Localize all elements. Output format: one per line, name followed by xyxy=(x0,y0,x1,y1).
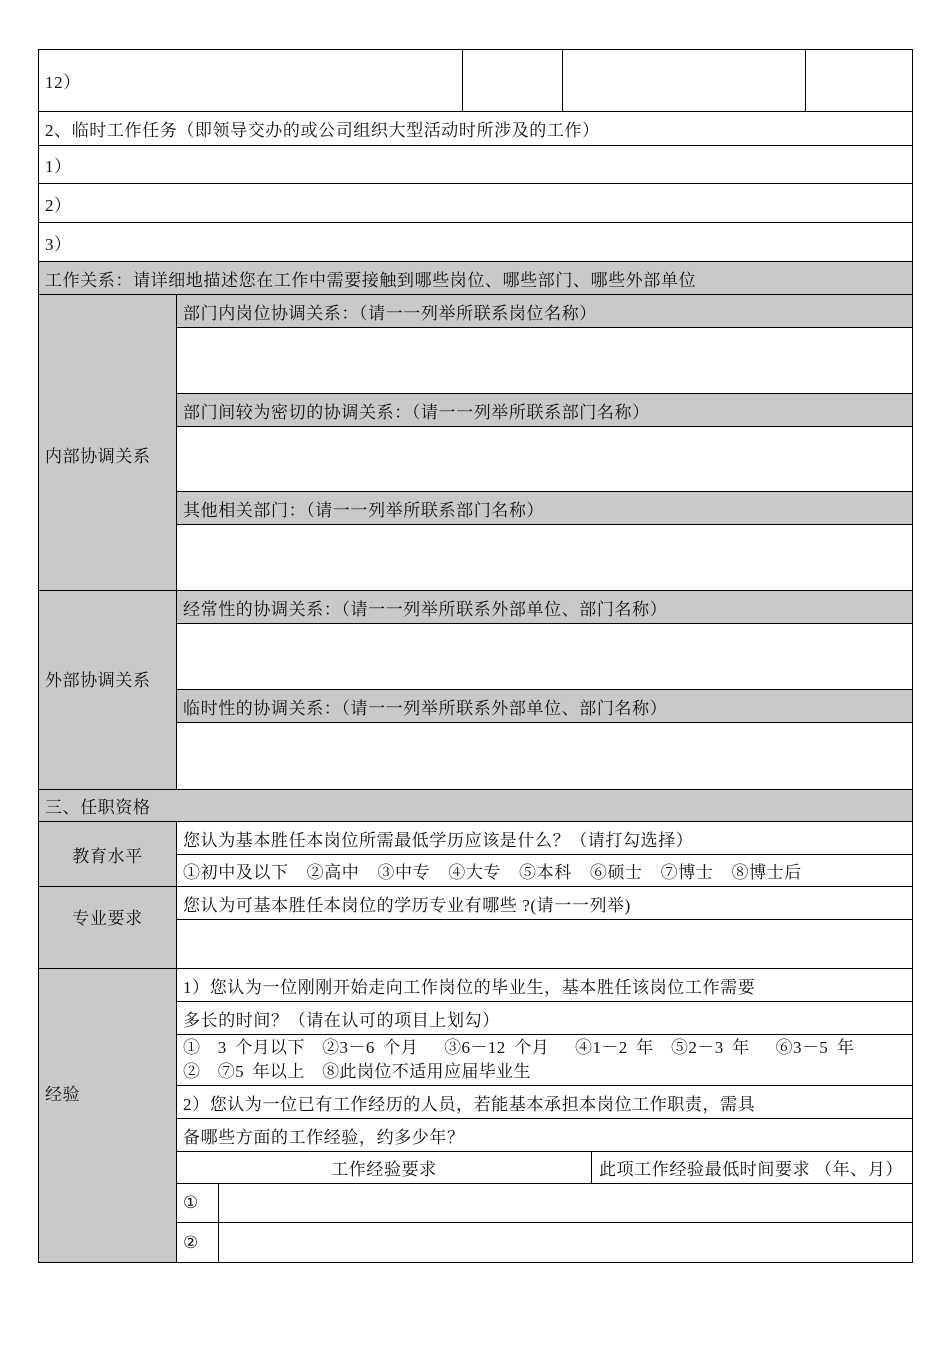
education-option: ⑤本科 xyxy=(519,863,572,882)
task-item-number: 12） xyxy=(45,73,81,92)
education-question-cell xyxy=(176,821,913,855)
education-option: ②高中 xyxy=(306,863,360,882)
experience-q1-options-line: ① 3 个月以下 ②3－6 个月 ③6－12 个月 ④1－2 年 ⑤2－3 年 ⑥3－5 年 xyxy=(183,1038,855,1057)
temp-task-number: 2） xyxy=(45,195,72,215)
experience-row-answer xyxy=(218,1183,913,1223)
experience-min-time-header xyxy=(591,1151,913,1184)
major-label: 专业要求 xyxy=(72,909,143,928)
qualifications-title: 三、任职资格 xyxy=(45,798,151,817)
experience-q1-options-cell xyxy=(176,1034,913,1086)
internal-section-title: 其他相关部门：（请一一列举所联系部门名称） xyxy=(183,500,545,520)
internal-section-answer xyxy=(176,524,913,591)
experience-row-number: ① xyxy=(183,1193,199,1212)
internal-section-title: 部门内岗位协调关系：（请一一列举所联系岗位名称） xyxy=(183,303,597,323)
experience-q1-line1-cell xyxy=(176,968,913,1002)
experience-requirement-header-text: 工作经验要求 xyxy=(331,1160,437,1179)
external-section-header xyxy=(176,689,913,723)
external-section-header xyxy=(176,590,913,624)
education-option: ④大专 xyxy=(448,863,502,882)
internal-section-title: 部门间较为密切的协调关系：（请一一列举所联系部门名称） xyxy=(183,402,650,422)
internal-coordination-label-cell xyxy=(38,294,177,591)
education-label: 教育水平 xyxy=(72,846,143,866)
temp-tasks-title: 2、临时工作任务（即领导交办的或公司组织大型活动时所涉及的工作） xyxy=(45,121,600,140)
experience-row-answer xyxy=(218,1222,913,1263)
experience-q1-options-line: ② ⑦5 年以上 ⑧此岗位不适用应届毕业生 xyxy=(183,1062,531,1081)
internal-section-header xyxy=(176,294,913,328)
experience-requirement-header xyxy=(176,1151,592,1184)
work-relations-title: 工作关系：请详细地描述您在工作中需要接触到哪些岗位、哪些部门、哪些外部单位 xyxy=(45,270,697,290)
task-item-12-column-2 xyxy=(462,49,563,112)
experience-label: 经验 xyxy=(45,1085,81,1104)
major-label-cell xyxy=(38,886,177,969)
education-options-cell xyxy=(176,854,913,887)
temp-task-row xyxy=(38,222,913,262)
education-option: ⑧博士后 xyxy=(731,863,802,882)
internal-section-answer xyxy=(176,327,913,394)
internal-section-answer xyxy=(176,426,913,492)
temp-tasks-title-cell xyxy=(38,111,913,146)
major-question-cell xyxy=(176,886,913,920)
task-item-12-column-4 xyxy=(805,49,913,112)
task-item-12-column-3 xyxy=(562,49,806,112)
experience-q2-line2-cell xyxy=(176,1118,913,1152)
experience-q1-text: 多长的时间？（请在认可的项目上划勾） xyxy=(183,1010,500,1030)
internal-section-header xyxy=(176,491,913,525)
education-option: ③中专 xyxy=(377,863,431,882)
experience-q2-text: 备哪些方面的工作经验，约多少年？ xyxy=(183,1127,465,1147)
education-option: ⑥硕士 xyxy=(589,863,643,882)
experience-min-time-header-text: 此项工作经验最低时间要求 （年、月） xyxy=(599,1160,904,1179)
task-item-12-cell xyxy=(38,49,463,112)
experience-q2-line1-cell xyxy=(176,1085,913,1119)
education-label-cell xyxy=(38,821,177,887)
education-question: 您认为基本胜任本岗位所需最低学历应该是什么？（请打勾选择） xyxy=(183,830,694,850)
internal-section-header xyxy=(176,393,913,427)
temp-task-number: 3） xyxy=(45,234,72,254)
temp-task-row xyxy=(38,183,913,223)
external-section-title: 临时性的协调关系：（请一一列举所联系外部单位、部门名称） xyxy=(183,698,668,718)
experience-row-number-cell xyxy=(176,1183,219,1223)
experience-q1-line2-cell xyxy=(176,1001,913,1035)
experience-q2-text: 2）您认为一位已有工作经历的人员，若能基本承担本岗位工作职责，需具 xyxy=(183,1094,756,1114)
external-coordination-label-cell xyxy=(38,590,177,790)
experience-row-number: ② xyxy=(183,1232,199,1252)
experience-label-cell xyxy=(38,968,177,1263)
temp-task-row xyxy=(38,145,913,184)
education-option: ①初中及以下 xyxy=(183,863,289,882)
major-answer-cell xyxy=(176,919,913,969)
work-relations-header xyxy=(38,261,913,295)
external-coordination-label: 外部协调关系 xyxy=(45,670,151,690)
education-option: ⑦博士 xyxy=(660,863,714,882)
external-section-answer xyxy=(176,722,913,790)
major-question: 您认为可基本胜任本岗位的学历专业有哪些 ?(请一一列举) xyxy=(183,895,631,915)
external-section-answer xyxy=(176,623,913,690)
internal-coordination-label: 内部协调关系 xyxy=(45,447,151,466)
temp-task-number: 1） xyxy=(45,157,72,176)
experience-row-number-cell xyxy=(176,1222,219,1263)
experience-q1-text: 1）您认为一位刚刚开始走向工作岗位的毕业生，基本胜任该岗位工作需要 xyxy=(183,977,756,997)
qualifications-header xyxy=(38,789,913,822)
external-section-title: 经常性的协调关系：（请一一列举所联系外部单位、部门名称） xyxy=(183,599,668,619)
